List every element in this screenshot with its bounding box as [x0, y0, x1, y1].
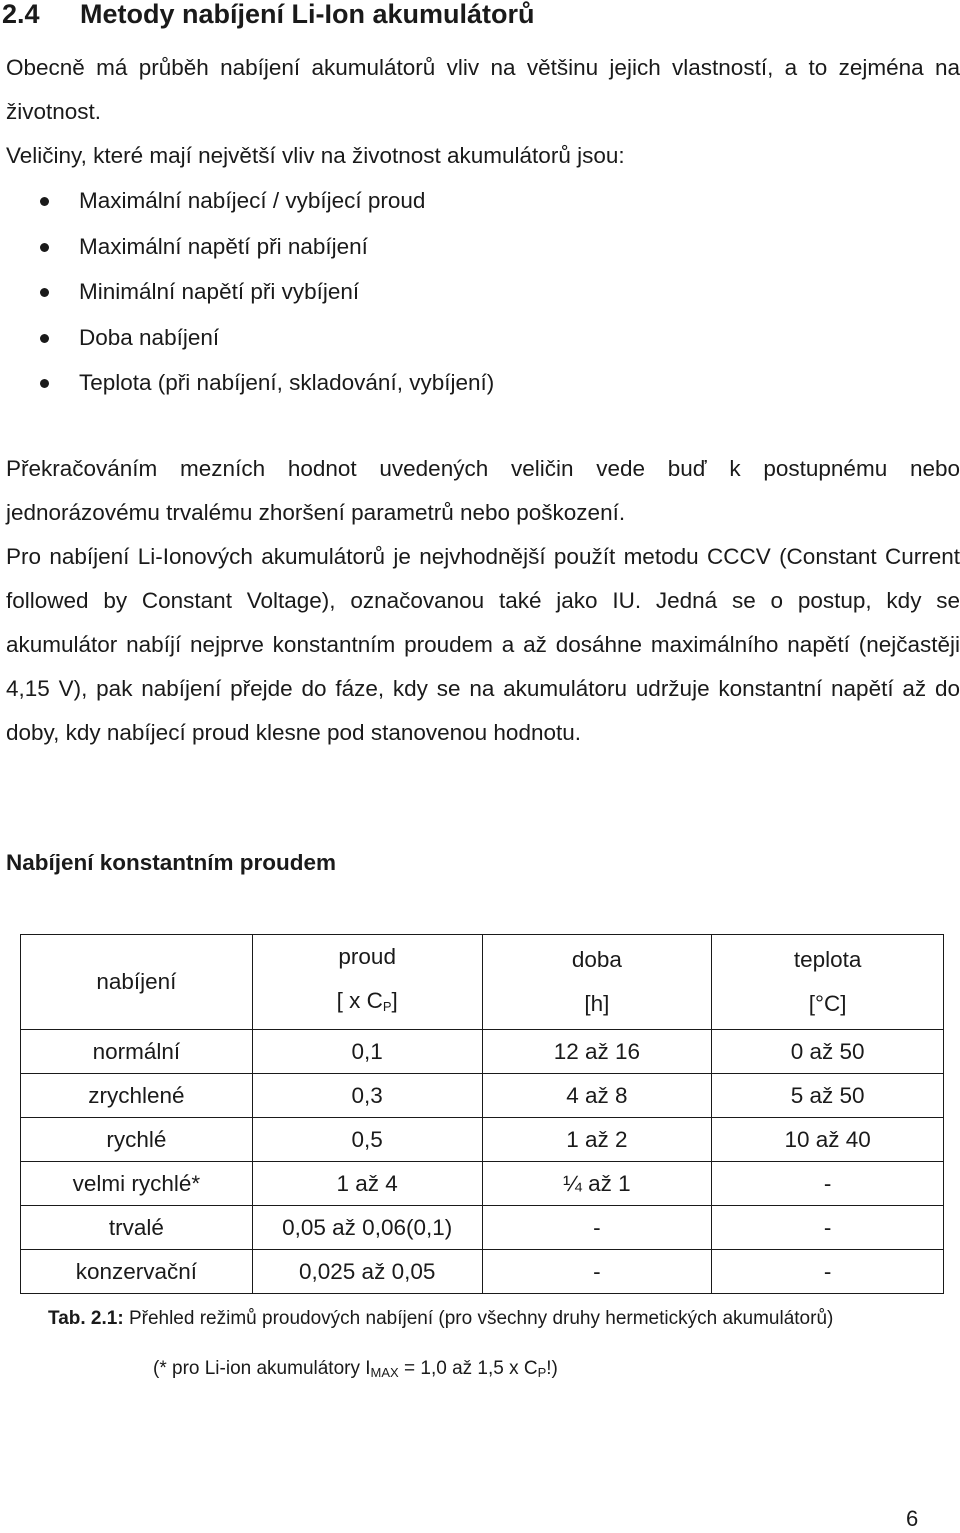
- bullet-icon: [40, 243, 49, 252]
- section-heading: [2, 0, 535, 32]
- list-item: Doba nabíjení: [0, 315, 494, 361]
- charging-modes-table: [20, 934, 944, 1294]
- table-row: [21, 1118, 944, 1162]
- cell-mode: konzervační: [21, 1250, 253, 1294]
- table-row: [21, 1030, 944, 1074]
- header-current: proud [ x $C_P$]: [252, 935, 482, 1030]
- section-title: Metody nabíjení Li-Ion akumulátorů: [80, 0, 535, 29]
- bullet-icon: [40, 288, 49, 297]
- cell-mode: zrychlené: [21, 1074, 253, 1118]
- cell-current: 0,025 až 0,05: [252, 1250, 482, 1294]
- header-time: doba [h]: [482, 935, 712, 1030]
- table-header-row: [21, 935, 944, 1030]
- cell-mode: trvalé: [21, 1206, 253, 1250]
- caption-label: Tab. 2.1:: [48, 1308, 124, 1329]
- table-caption: [48, 1305, 833, 1333]
- cell-time: ¼ až 1: [482, 1162, 712, 1206]
- table-row: [21, 1074, 944, 1118]
- list-item: Maximální nabíjecí / vybíjecí proud: [0, 178, 494, 224]
- cell-time: 1 až 2: [482, 1118, 712, 1162]
- table-row: [21, 1162, 944, 1206]
- cell-temp: -: [712, 1206, 944, 1250]
- bullet-icon: [40, 197, 49, 206]
- cell-time: -: [482, 1250, 712, 1294]
- cell-time: -: [482, 1206, 712, 1250]
- table-note: (* pro Li-ion akumulátory $I_{MAX} = 1,0$ až 1,5 x $C_P$!): [153, 1358, 558, 1380]
- cell-time: 4 až 8: [482, 1074, 712, 1118]
- intro-paragraph: Obecně má průběh nabíjení akumulátorů vliv na většinu jejich vlastností, a to zejména na životnost.: [6, 55, 960, 124]
- page-number: 6: [906, 1506, 919, 1531]
- cell-temp: -: [712, 1250, 944, 1294]
- bullet-icon: [40, 334, 49, 343]
- cell-temp: -: [712, 1162, 944, 1206]
- cell-current: 0,05 až 0,06(0,1): [252, 1206, 482, 1250]
- cell-current: 1 až 4: [252, 1162, 482, 1206]
- cell-temp: 10 až 40: [712, 1118, 944, 1162]
- table-row: [21, 1250, 944, 1294]
- cell-mode: velmi rychlé*: [21, 1162, 253, 1206]
- cell-current: 0,1: [252, 1030, 482, 1074]
- subheading: Nabíjení konstantním proudem: [6, 850, 337, 875]
- header-temperature: teplota [°C]: [712, 935, 944, 1030]
- cell-current: 0,5: [252, 1118, 482, 1162]
- cell-mode: normální: [21, 1030, 253, 1074]
- cell-time: 12 až 16: [482, 1030, 712, 1074]
- cell-current: 0,3: [252, 1074, 482, 1118]
- header-mode: nabíjení: [21, 935, 253, 1030]
- cell-mode: rychlé: [21, 1118, 253, 1162]
- cell-temp: 5 až 50: [712, 1074, 944, 1118]
- list-item: Teplota (při nabíjení, skladování, vybíjení): [0, 360, 494, 406]
- method-paragraph: Pro nabíjení Li-Ionových akumulátorů je nejvhodnější použít metodu CCCV (Constant Current followed by Constant Voltage), označovanou také jako IU. Jedná se o postup, kdy se akumulátor nabíjí nejprve konstantním proudem a až dosáhne maximálního napětí (nejčastěji 4,15 V), pak nabíjení přejde do fáze, kdy se na akumulátoru udržuje konstantní napětí až do doby, kdy nabíjecí proud klesne pod stanovenou hodnotu.: [6, 544, 960, 745]
- bullet-icon: [40, 379, 49, 388]
- section-number: 2.4: [2, 0, 40, 29]
- cell-temp: 0 až 50: [712, 1030, 944, 1074]
- exceeding-paragraph: Překračováním mezních hodnot uvedených veličin vede buď k postupnému nebo jednorázovému trvalému zhoršení parametrů nebo poškození.: [6, 456, 960, 525]
- caption-text: Přehled režimů proudových nabíjení (pro všechny druhy hermetických akumulátorů): [123, 1308, 834, 1329]
- quantities-list: [0, 178, 494, 406]
- list-item: Minimální napětí při vybíjení: [0, 269, 494, 315]
- list-item: Maximální napětí při nabíjení: [0, 224, 494, 270]
- quantities-intro: Veličiny, které mají největší vliv na životnost akumulátorů jsou:: [6, 143, 625, 168]
- table-row: [21, 1206, 944, 1250]
